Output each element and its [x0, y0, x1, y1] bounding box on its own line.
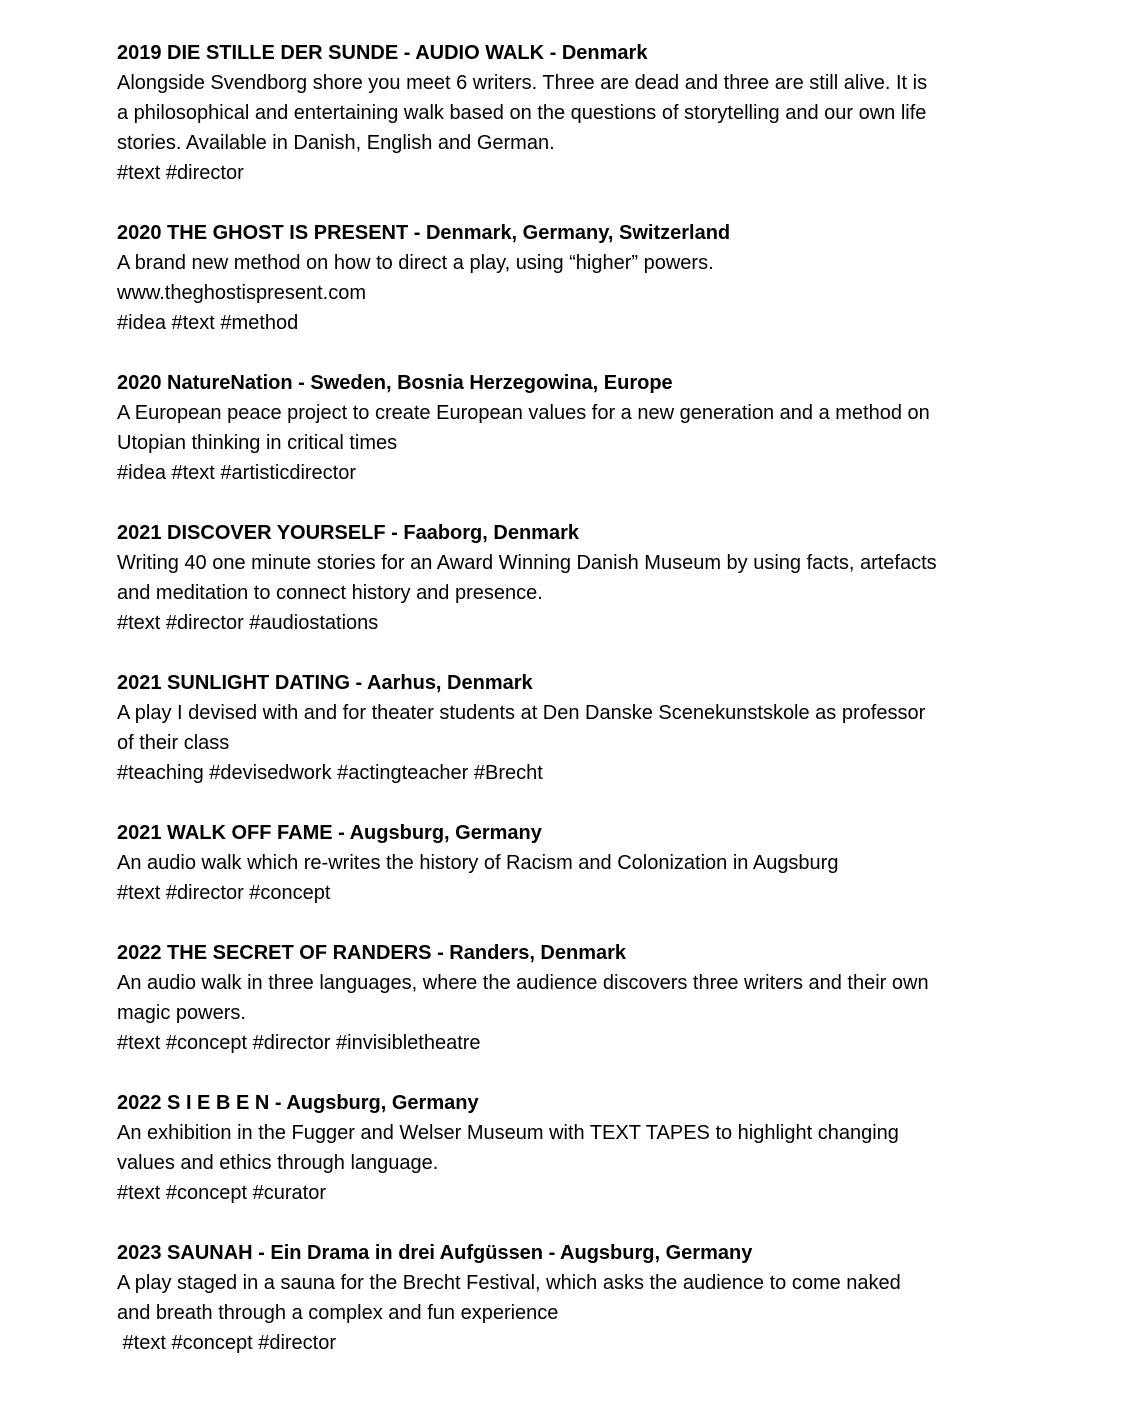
entry-tags: #idea #text #method	[117, 312, 299, 334]
portfolio-entry	[117, 38, 1032, 188]
entry-title: 2020 NatureNation - Sweden, Bosnia Herzegowina, Europe	[117, 372, 673, 394]
portfolio-entry	[117, 668, 1032, 788]
entry-tags: #text #concept #director #invisibletheatre	[117, 1032, 481, 1054]
entry-description-line: Utopian thinking in critical times	[117, 432, 398, 454]
entry-description-line: An exhibition in the Fugger and Welser Museum with TEXT TAPES to highlight changing	[117, 1122, 899, 1144]
entry-description-line: a philosophical and entertaining walk based on the questions of storytelling and our own life	[117, 102, 927, 124]
entry-description-line: and breath through a complex and fun experience	[117, 1302, 559, 1324]
entry-description-line: Writing 40 one minute stories for an Award Winning Danish Museum by using facts, artefacts	[117, 552, 937, 574]
entry-title: 2021 SUNLIGHT DATING - Aarhus, Denmark	[117, 672, 533, 694]
entry-tags: #idea #text #artisticdirector	[117, 462, 357, 484]
entry-description-line: Alongside Svendborg shore you meet 6 writers. Three are dead and three are still alive. It is	[117, 72, 928, 94]
entry-description-line: A European peace project to create European values for a new generation and a method on	[117, 402, 930, 424]
portfolio-entry	[117, 368, 1032, 488]
entry-title: 2021 WALK OFF FAME - Augsburg, Germany	[117, 822, 542, 844]
entry-title: 2021 DISCOVER YOURSELF - Faaborg, Denmark	[117, 522, 579, 544]
entry-tags: #text #concept #director	[117, 1332, 337, 1354]
entry-description-line: and meditation to connect history and presence.	[117, 582, 543, 604]
entry-tags: #text #director #concept	[117, 882, 331, 904]
portfolio-entry	[117, 1088, 1032, 1208]
entry-description-line: www.theghostispresent.com	[117, 282, 367, 304]
entry-description-line: A play I devised with and for theater students at Den Danske Scenekunstskole as professor	[117, 702, 926, 724]
portfolio-entry	[117, 818, 1032, 908]
entry-title: 2022 THE SECRET OF RANDERS - Randers, Denmark	[117, 942, 627, 964]
entry-tags: #text #director #audiostations	[117, 612, 379, 634]
entry-description-line: An audio walk which re-writes the history of Racism and Colonization in Augsburg	[117, 852, 839, 874]
portfolio-entry	[117, 218, 1032, 338]
entry-description-line: A play staged in a sauna for the Brecht Festival, which asks the audience to come naked	[117, 1272, 901, 1294]
entry-title: 2023 SAUNAH - Ein Drama in drei Aufgüssen - Augsburg, Germany	[117, 1242, 753, 1264]
entry-title: 2019 DIE STILLE DER SUNDE - AUDIO WALK - Denmark	[117, 42, 648, 64]
portfolio-entry	[117, 1238, 1032, 1358]
entry-description-line: stories. Available in Danish, English and German.	[117, 132, 555, 154]
entry-description-line: values and ethics through language.	[117, 1152, 439, 1174]
portfolio-entry	[117, 938, 1032, 1058]
entry-title: 2020 THE GHOST IS PRESENT - Denmark, Germany, Switzerland	[117, 222, 731, 244]
entry-description-line: magic powers.	[117, 1002, 246, 1024]
entry-tags: #text #director	[117, 162, 244, 184]
portfolio-entry	[117, 518, 1032, 638]
entry-title: 2022 S I E B E N - Augsburg, Germany	[117, 1092, 479, 1114]
entry-description-line: An audio walk in three languages, where the audience discovers three writers and their own	[117, 972, 929, 994]
entry-tags: #text #concept #curator	[117, 1182, 327, 1204]
document-body	[117, 38, 1032, 1388]
entry-tags: #teaching #devisedwork #actingteacher #Brecht	[117, 762, 543, 784]
entry-description-line: of their class	[117, 732, 230, 754]
entry-description-line: A brand new method on how to direct a play, using “higher” powers.	[117, 252, 714, 274]
